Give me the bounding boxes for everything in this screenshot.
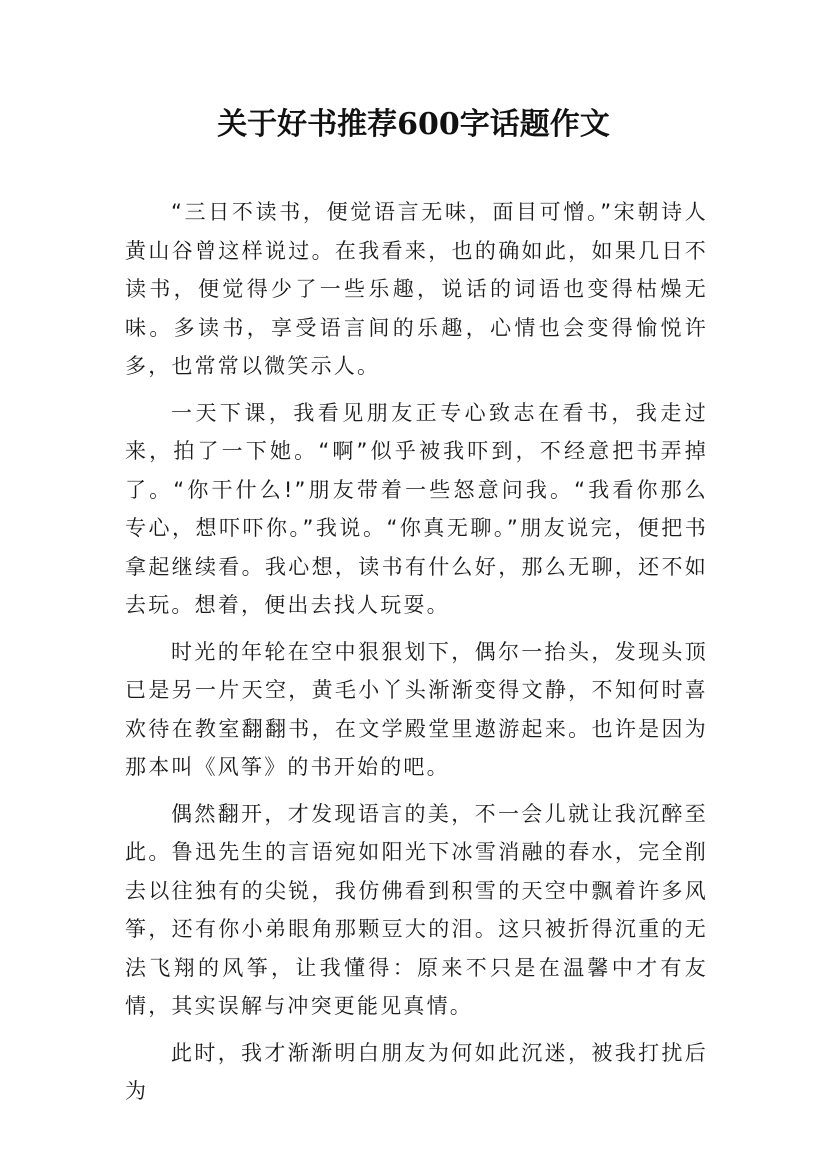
document-title: 关于好书推荐600字话题作文: [217, 107, 610, 142]
document-body: [125, 193, 708, 1119]
paragraph: 此时，我才渐渐明白朋友为何如此沉迷，被我打扰后为: [125, 1040, 708, 1103]
paragraph: 一天下课，我看见朋友正专心致志在看书，我走过来，拍了一下她。“啊”似乎被我吓到，不经意把书弄掉了。“你干什么!”朋友带着一些怒意问我。“我看你那么专心，想吓吓你。”我说。“你真无聊。”朋友说完，便把书拿起继续看。我心想，读书有什么好，那么无聊，还不如去玩。想着，便出去找人玩耍。: [125, 400, 708, 617]
paragraph: “三日不读书，便觉语言无味，面目可憎。”宋朝诗人黄山谷曾这样说过。在我看来，也的确如此，如果几日不读书，便觉得少了一些乐趣，说话的词语也变得枯燥无味。多读书，享受语言间的乐趣，心情也会变得愉悦许多，也常常以微笑示人。: [125, 200, 708, 378]
paragraph: 时光的年轮在空中狠狠划下，偶尔一抬头，发现头顶已是另一片天空，黄毛小丫头渐渐变得文静，不知何时喜欢待在教室翻翻书，在文学殿堂里遨游起来。也许是因为那本叫《风筝》的书开始的吧。: [125, 639, 708, 779]
paragraph: 偶然翻开，才发现语言的美，不一会儿就让我沉醉至此。鲁迅先生的言语宛如阳光下冰雪消融的春水，完全削去以往独有的尖锐，我仿佛看到积雪的天空中飘着许多风筝，还有你小弟眼角那颗豆大的泪。这只被折得沉重的无法飞翔的风筝，让我懂得：原来不只是在温馨中才有友情，其实误解与冲突更能见真情。: [125, 801, 708, 1018]
